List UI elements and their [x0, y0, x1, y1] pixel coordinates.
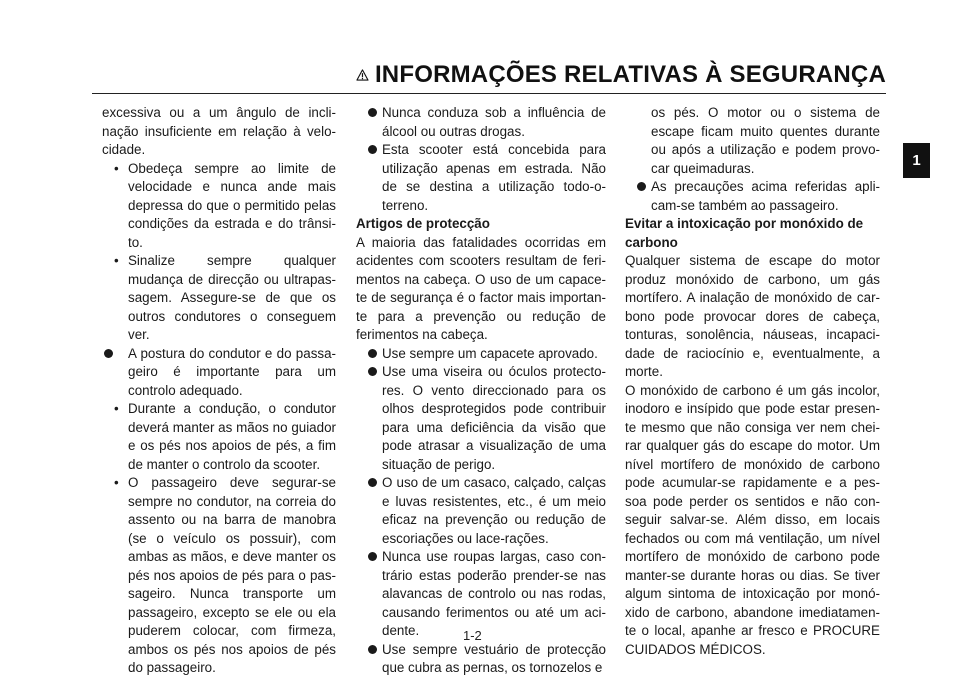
paragraph: os pés. O motor ou o sistema de escape ficam muito quentes durante ou após a utilização e podem provo-car queimaduras.	[651, 105, 880, 176]
section-heading: Evitar a intoxicação por monóxido de carbono	[625, 216, 864, 250]
sub-list-item: • O passageiro deve segurar-se sempre no condutor, na correia do assento ou na barra de manobra (se o veículo os possuir), com ambas as mãos, e deve manter os pés nos apoios de pés para o pas-sageiro. Nunca transporte um passageiro, excepto se ele ou ela puderem colocar, com firmeza, ambos os pés nos apoios de pés do passageiro.	[102, 474, 336, 678]
bullet-item: As precauções acima referidas apli-cam-se também ao passageiro.	[625, 178, 880, 215]
bullet-item: Nunca use roupas largas, caso con-trário estas poderão prender-se nas alavancas de controlo ou nas rodas, causando ferimentos ou até um aci-dente.	[356, 548, 606, 641]
bullet-item: O uso de um casaco, calçado, calças e luvas resistentes, etc., é um meio eficaz na prevenção ou redução de escoriações ou lace-rações.	[356, 474, 606, 548]
bullet-item: Use sempre um capacete aprovado.	[356, 345, 606, 364]
bullet-item: Esta scooter está concebida para utilização apenas em estrada. Não de se destina a utilização todo-o-terreno.	[356, 141, 606, 215]
section-heading: Artigos de protecção	[356, 216, 490, 231]
bullet-item: Use uma viseira ou óculos protecto-res. O vento direccionado para os olhos desprotegidos pode contribuir para uma deficiência da visão que pode atrasar a visualização de uma situação de perigo.	[356, 363, 606, 474]
text-column-3	[625, 104, 880, 659]
text-column-1	[102, 104, 336, 678]
paragraph: Qualquer sistema de escape do motor produz monóxido de carbono, um gás mortífero. A inalação de monóxido de car-bono pode provocar dores de cabeça, tonturas, sonolência, náuseas, incapaci-dade de raciocínio e, eventualmente, a morte.	[625, 253, 880, 379]
page-title: INFORMAÇÕES RELATIVAS À SEGURANÇA	[374, 61, 886, 88]
paragraph: A maioria das fatalidades ocorridas em acidentes com scooters resultam de feri-mentos na cabeça. O uso de um capace-te de segurança é o factor mais importan-te para a prevenção ou redução de ferimentos na cabeça.	[356, 234, 606, 342]
warning-triangle-icon	[356, 62, 369, 88]
paragraph: excessiva ou a um ângulo de incli-nação insuficiente em relação à velo-cidade.	[102, 105, 336, 157]
sub-list-item: • Durante a condução, o condutor deverá manter as mãos no guiador e os pés nos apoios de pés, a fim de manter o controlo da scooter.	[102, 400, 336, 474]
bullet-item: Use sempre vestuário de protecção que cubra as pernas, os tornozelos e	[356, 641, 606, 678]
section-header	[356, 58, 886, 92]
paragraph: O monóxido de carbono é um gás incolor, inodoro e insípido que pode estar presen-te mesmo que não consiga ver nem chei-rar qualquer gás do escape do motor. Um nível mortífero de monóxido de carbono pode acumular-se rapidamente e a pes-soa pode perder os sentidos e não con-seguir salvar-se. Além disso, em locais fechados ou com má ventilação, um nível mortífero de monóxido de carbono pode manter-se durante horas ou dias. Se tiver algum sintoma de intoxicação por monó-xido de carbono, abandone imediatamen-te o local, apanhe ar fresco e PROCURE CUIDADOS MÉDICOS.	[625, 382, 880, 657]
page-number: 1-2	[463, 628, 482, 643]
sub-list-item: • Sinalize sempre qualquer mudança de direcção ou ultrapas-sagem. Assegure-se de que os outros condutores o conseguem ver.	[102, 252, 336, 345]
bullet-item: Nunca conduza sob a influência de álcool ou outras drogas.	[356, 104, 606, 141]
sub-list-item: • Obedeça sempre ao limite de velocidade e nunca ande mais depressa do que o permitido pelas condições da estrada e do trânsi-to.	[102, 160, 336, 253]
text-column-2	[356, 104, 606, 678]
chapter-tab[interactable]: 1	[903, 143, 930, 178]
bullet-item: A postura do condutor e do passa-geiro é importante para um controlo adequado.	[102, 345, 336, 401]
header-divider	[92, 93, 886, 94]
